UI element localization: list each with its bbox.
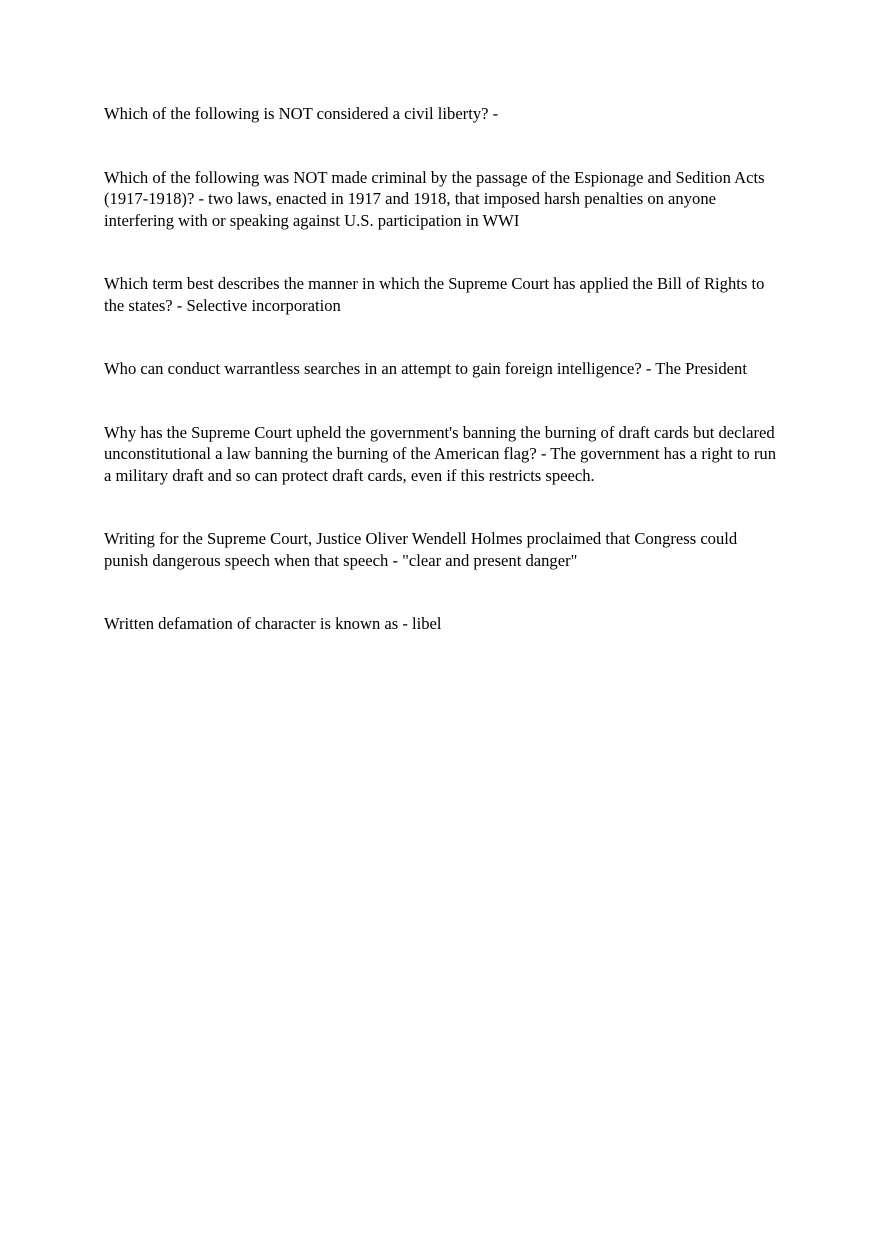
qa-item-civil-liberty: Which of the following is NOT considered a civil liberty? - xyxy=(104,104,499,123)
qa-item-selective-incorporation: Which term best describes the manner in which the Supreme Court has applied the Bill of Rights to the states? - Selective incorporation xyxy=(104,274,765,315)
question-answer-list xyxy=(104,103,784,677)
qa-item-warrantless-searches: Who can conduct warrantless searches in an attempt to gain foreign intelligence? - The President xyxy=(104,359,747,378)
qa-item-clear-present-danger: Writing for the Supreme Court, Justice Oliver Wendell Holmes proclaimed that Congress could punish dangerous speech when that speech - "clear and present danger" xyxy=(104,529,738,570)
qa-item-espionage-sedition: Which of the following was NOT made criminal by the passage of the Espionage and Sedition Acts (1917-1918)? - two laws, enacted in 1917 and 1918, that imposed harsh penalties on anyone interfering with or speaking against U.S. participation in WWI xyxy=(104,167,765,230)
qa-item-libel: Written defamation of character is known as - libel xyxy=(104,614,442,633)
qa-item-draft-cards: Why has the Supreme Court upheld the government's banning the burning of draft cards but declared unconstitutional a law banning the burning of the American flag? - The government has a right to run a military draft and so can protect draft cards, even if this restricts speech. xyxy=(104,422,777,485)
